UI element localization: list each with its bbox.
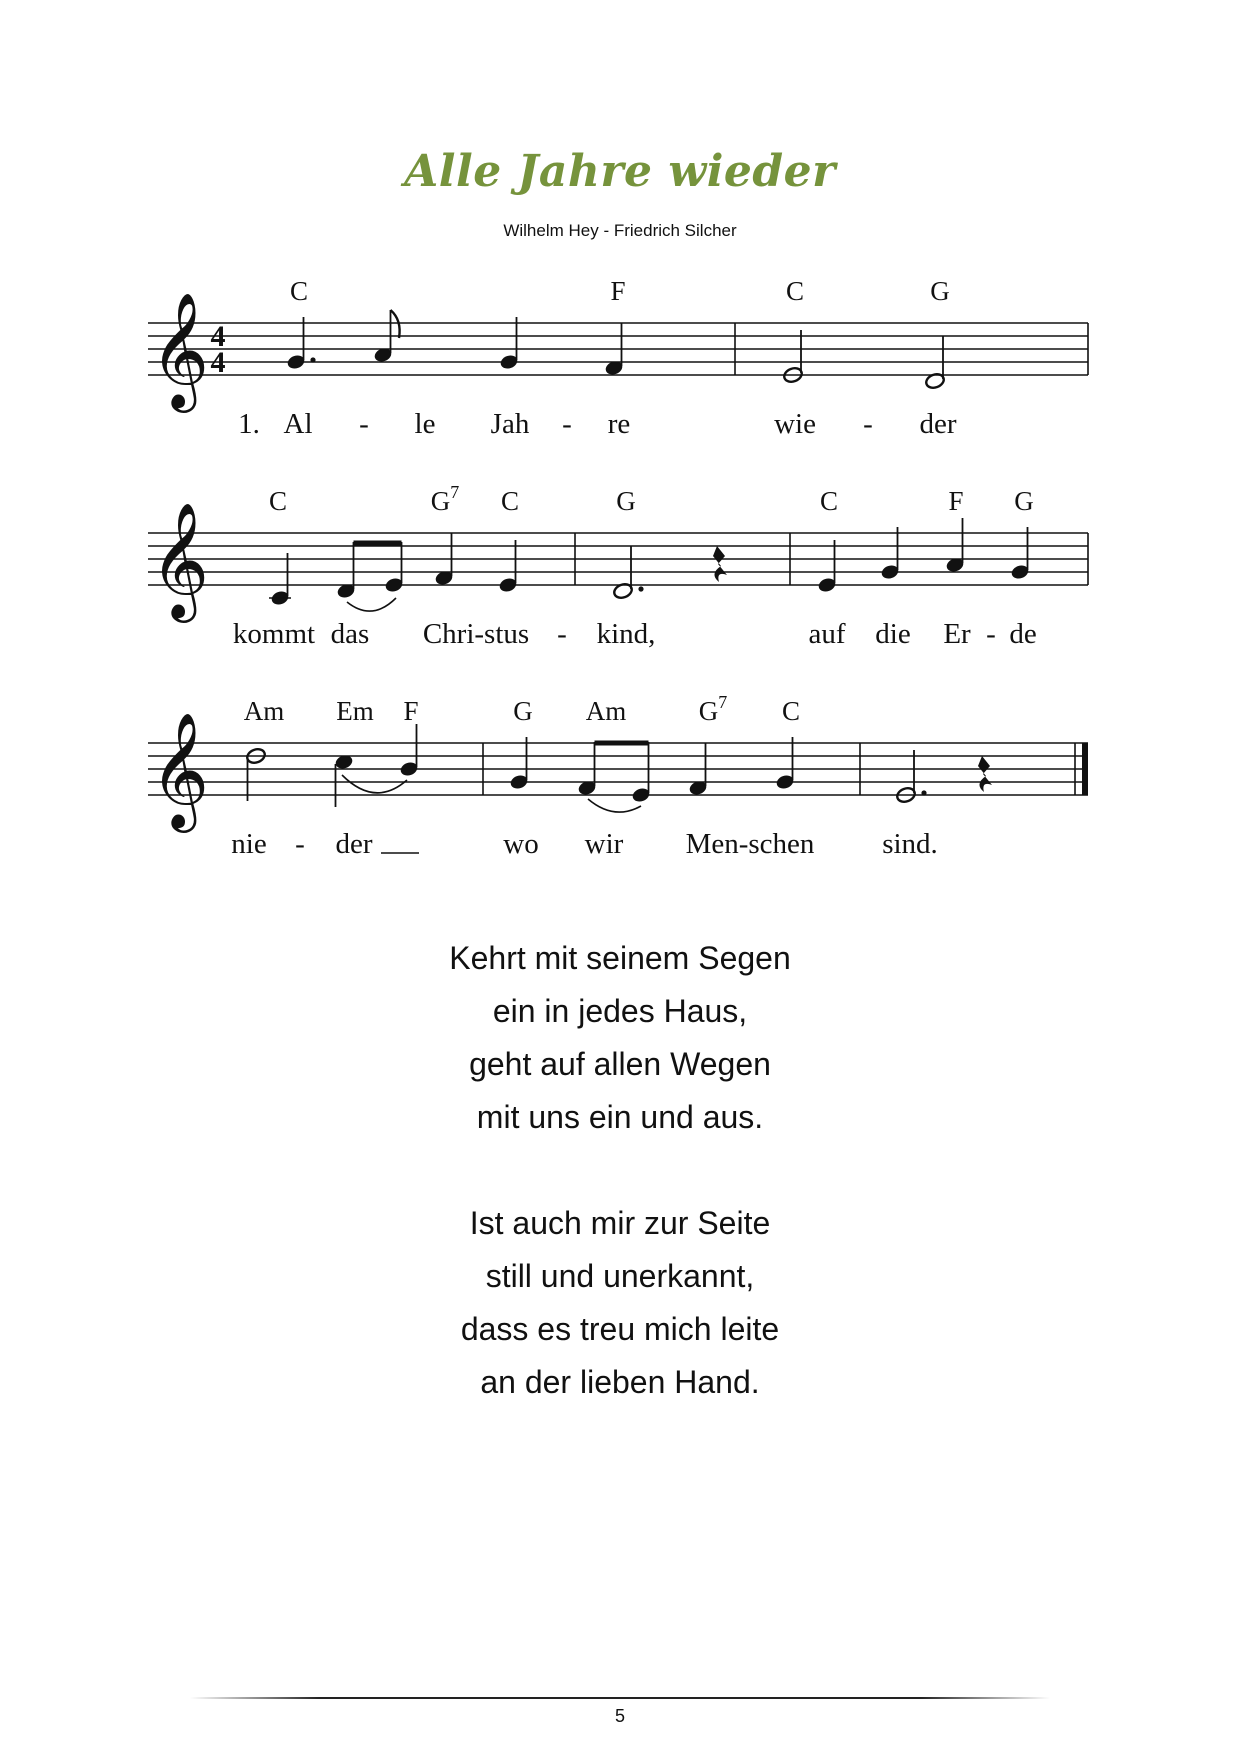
treble-clef-icon: 𝄞 — [150, 711, 210, 828]
verse-line: geht auf allen Wegen — [469, 1046, 771, 1082]
note — [782, 330, 803, 384]
lyric-syllable: Men-schen — [685, 828, 815, 860]
chord-symbol: C — [500, 486, 520, 516]
lyric-syllable: - — [557, 618, 567, 650]
lyric-syllable: sind. — [882, 828, 938, 860]
note — [498, 540, 518, 594]
staff-system-2 — [148, 482, 1088, 650]
chord-symbol: G — [513, 696, 533, 726]
lyric-syllable: kommt — [232, 618, 316, 650]
verse-line: Kehrt mit seinem Segen — [449, 940, 791, 976]
chord-symbol: Am — [585, 696, 627, 726]
chord-symbol: F — [948, 486, 964, 516]
lyric-syllable: Jah — [490, 408, 530, 440]
staff-system-3 — [148, 692, 1088, 860]
page-number: 5 — [614, 1706, 625, 1726]
footer-divider — [190, 1697, 1050, 1699]
lyric-syllable: auf — [808, 618, 846, 650]
verse-line: dass es treu mich leite — [460, 1311, 780, 1347]
verse-2 — [0, 932, 1240, 1144]
lyric-syllable: de — [1009, 618, 1037, 650]
beamed-notes — [336, 542, 404, 611]
chord-symbol: G — [930, 276, 950, 306]
note — [924, 336, 945, 390]
lyric-syllable: Al — [283, 408, 313, 440]
note — [434, 533, 454, 587]
additional-verses — [0, 932, 1240, 1462]
chord-symbol: C — [289, 276, 309, 306]
beamed-notes — [577, 742, 651, 812]
note — [612, 546, 643, 600]
chord-symbol: $G^7$ — [430, 482, 460, 516]
chord-symbol: $G^7$ — [698, 692, 728, 726]
note — [1010, 527, 1030, 581]
verse-line: Ist auch mir zur Seite — [469, 1205, 771, 1241]
lyric-syllable: - — [295, 828, 305, 860]
chord-symbol: C — [819, 486, 839, 516]
treble-clef-icon: 𝄞 — [150, 291, 210, 408]
note — [509, 737, 529, 791]
lyric-syllable: wie — [774, 408, 816, 440]
note — [688, 743, 708, 797]
lyric-syllable: - — [986, 618, 996, 650]
chord-symbol: F — [610, 276, 626, 306]
chord-symbol: F — [403, 696, 419, 726]
lyric-syllable: nie — [231, 828, 267, 860]
lyric-syllable: der — [919, 408, 957, 440]
chord-symbol: C — [785, 276, 805, 306]
staff-lines — [148, 533, 1088, 585]
time-signature-top: 4 — [210, 320, 226, 353]
lyric-syllable: Er — [943, 618, 971, 650]
note — [817, 540, 837, 594]
lyric-syllable: kind, — [596, 618, 656, 650]
lyric-syllable: wo — [503, 828, 539, 860]
lyric-syllable: le — [414, 408, 436, 440]
note — [895, 750, 926, 804]
staff-lines — [148, 743, 1088, 795]
note — [334, 753, 354, 807]
lyric-syllable: - — [863, 408, 873, 440]
chord-symbol: Em — [336, 696, 374, 726]
song-title: Alle Jahre wieder — [404, 146, 836, 197]
quarter-rest-icon — [713, 546, 727, 582]
note — [604, 323, 624, 377]
note — [880, 527, 900, 581]
lyric-syllable: das — [330, 618, 370, 650]
lyric-syllable: 1. — [238, 408, 260, 440]
chord-symbol: G — [616, 486, 636, 516]
verse-3 — [0, 1197, 1240, 1409]
lyric-syllable: die — [875, 618, 911, 650]
staff-system-1 — [148, 276, 1088, 440]
verse-line: an der lieben Hand. — [480, 1364, 760, 1400]
lyric-syllable: re — [607, 408, 631, 440]
verse-line: ein in jedes Haus, — [492, 993, 748, 1029]
lyric-syllable: wir — [584, 828, 624, 860]
chord-symbol: C — [781, 696, 801, 726]
chord-symbol: C — [268, 486, 288, 516]
lyric-syllable: - — [562, 408, 572, 440]
quarter-rest-icon — [978, 756, 992, 792]
verse-line: mit uns ein und aus. — [476, 1099, 764, 1135]
note — [245, 747, 266, 801]
song-authors: Wilhelm Hey - Friedrich Silcher — [503, 221, 737, 240]
lyric-syllable: - — [359, 408, 369, 440]
time-signature-bottom: 4 — [210, 346, 226, 379]
note — [373, 310, 400, 364]
lyric-syllable: Chri-stus — [422, 618, 530, 650]
verse-line: still und unerkannt, — [485, 1258, 755, 1294]
chord-symbol: G — [1014, 486, 1034, 516]
note — [499, 317, 519, 371]
note — [775, 737, 795, 791]
chord-symbol: Am — [243, 696, 285, 726]
lyric-syllable: der — [335, 828, 373, 860]
treble-clef-icon: 𝄞 — [150, 501, 210, 618]
note — [269, 553, 291, 607]
